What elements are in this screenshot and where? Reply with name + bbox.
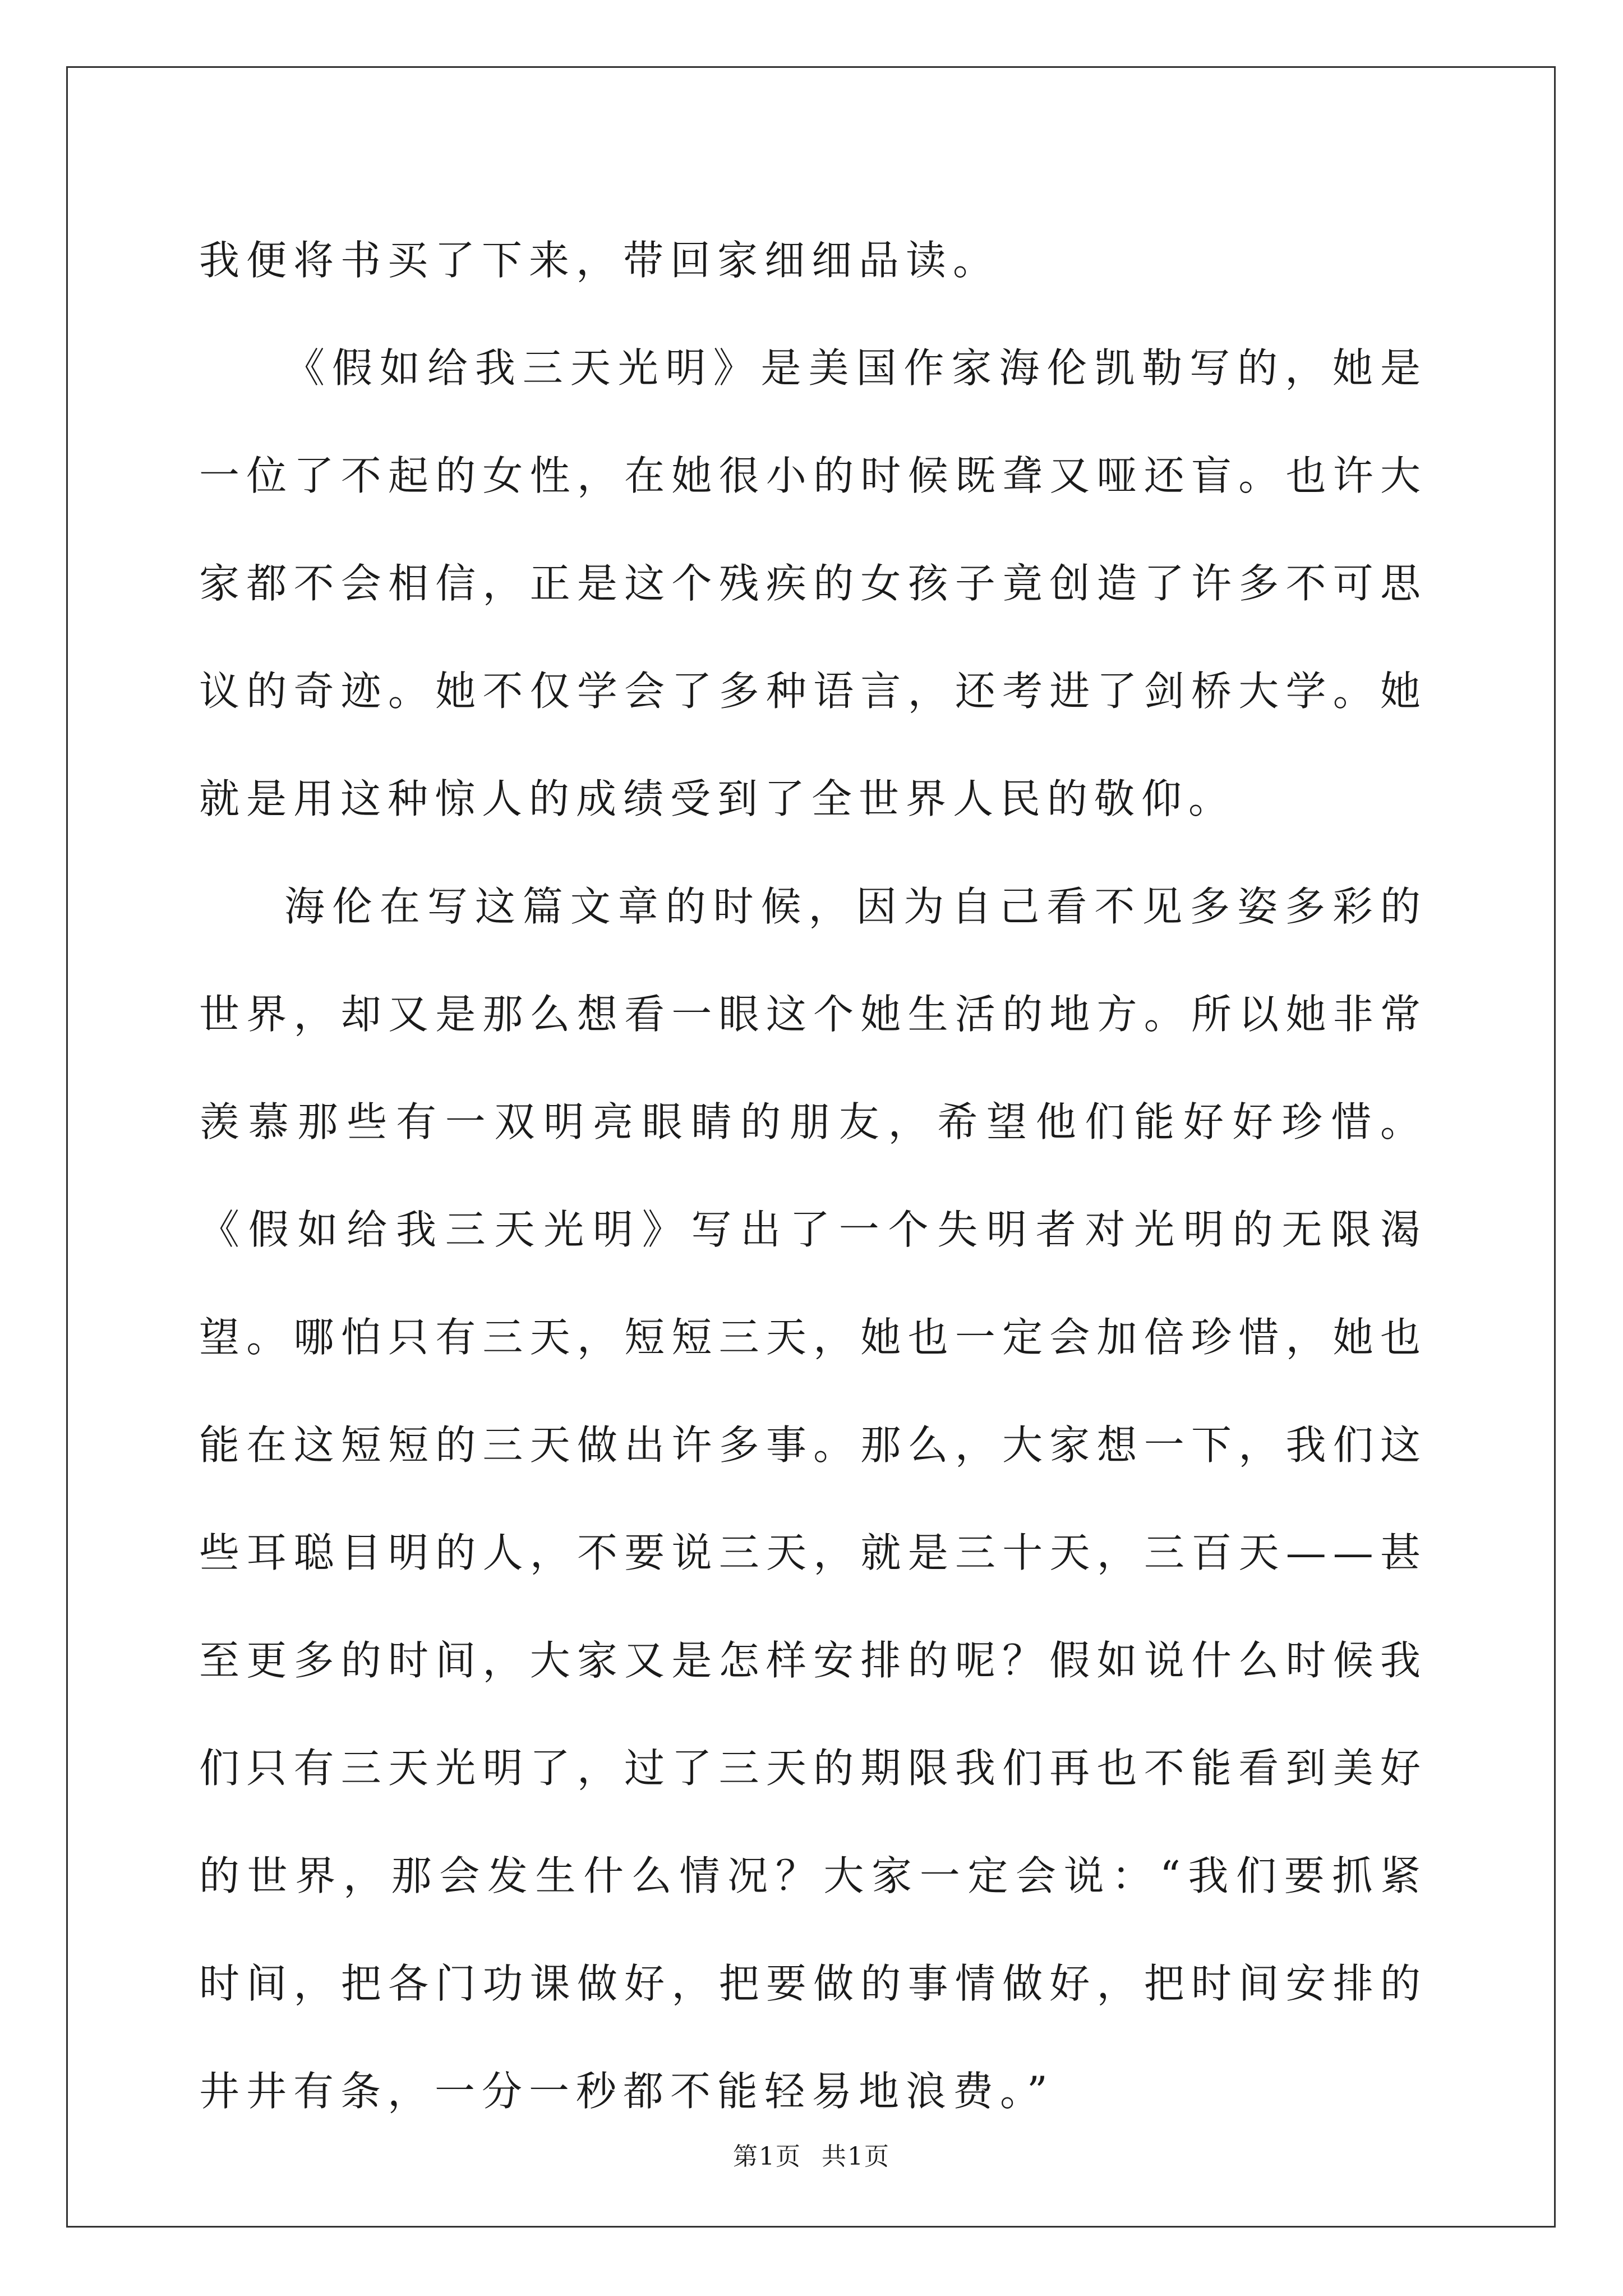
paragraph-1: 我便将书买了下来，带回家细细品读。 [199, 237, 1000, 284]
page-number: 第1页 [733, 2142, 801, 2171]
paragraph-2: 《假如给我三天光明》是美国作家海伦凯勒写的，她是一位了不起的女性，在她很小的时候既聋又哑还盲。也许大家都不会相信，正是这个残疾的女孩子竟创造了许多不可思议的奇迹。她不仅学会了多种语言，还考进了剑桥大学。她就是用这种惊人的成绩受到了全世界人民的敬仰。 [199, 344, 1427, 822]
document-body [199, 206, 1427, 2145]
paragraph-3: 海伦在写这篇文章的时候，因为自己看不见多姿多彩的世界，却又是那么想看一眼这个她生活的地方。所以她非常羡慕那些有一双明亮眼睛的朋友，希望他们能好好珍惜。《假如给我三天光明》写出了一个失明者对光明的无限渴望。哪怕只有三天，短短三天，她也一定会加倍珍惜，她也能在这短短的三天做出许多事。那么，大家想一下，我们这些耳聪目明的人，不要说三天，就是三十天，三百天——甚至更多的时间，大家又是怎样安排的呢？假如说什么时候我们只有三天光明了，过了三天的期限我们再也不能看到美好的世界，那会发生什么情况？大家一定会说：“我们要抓紧时间，把各门功课做好，把要做的事情做好，把时间安排的井井有条，一分一秒都不能轻易地浪费。” [199, 883, 1427, 2115]
page-total: 共1页 [822, 2142, 890, 2171]
page-footer [0, 2140, 1623, 2174]
